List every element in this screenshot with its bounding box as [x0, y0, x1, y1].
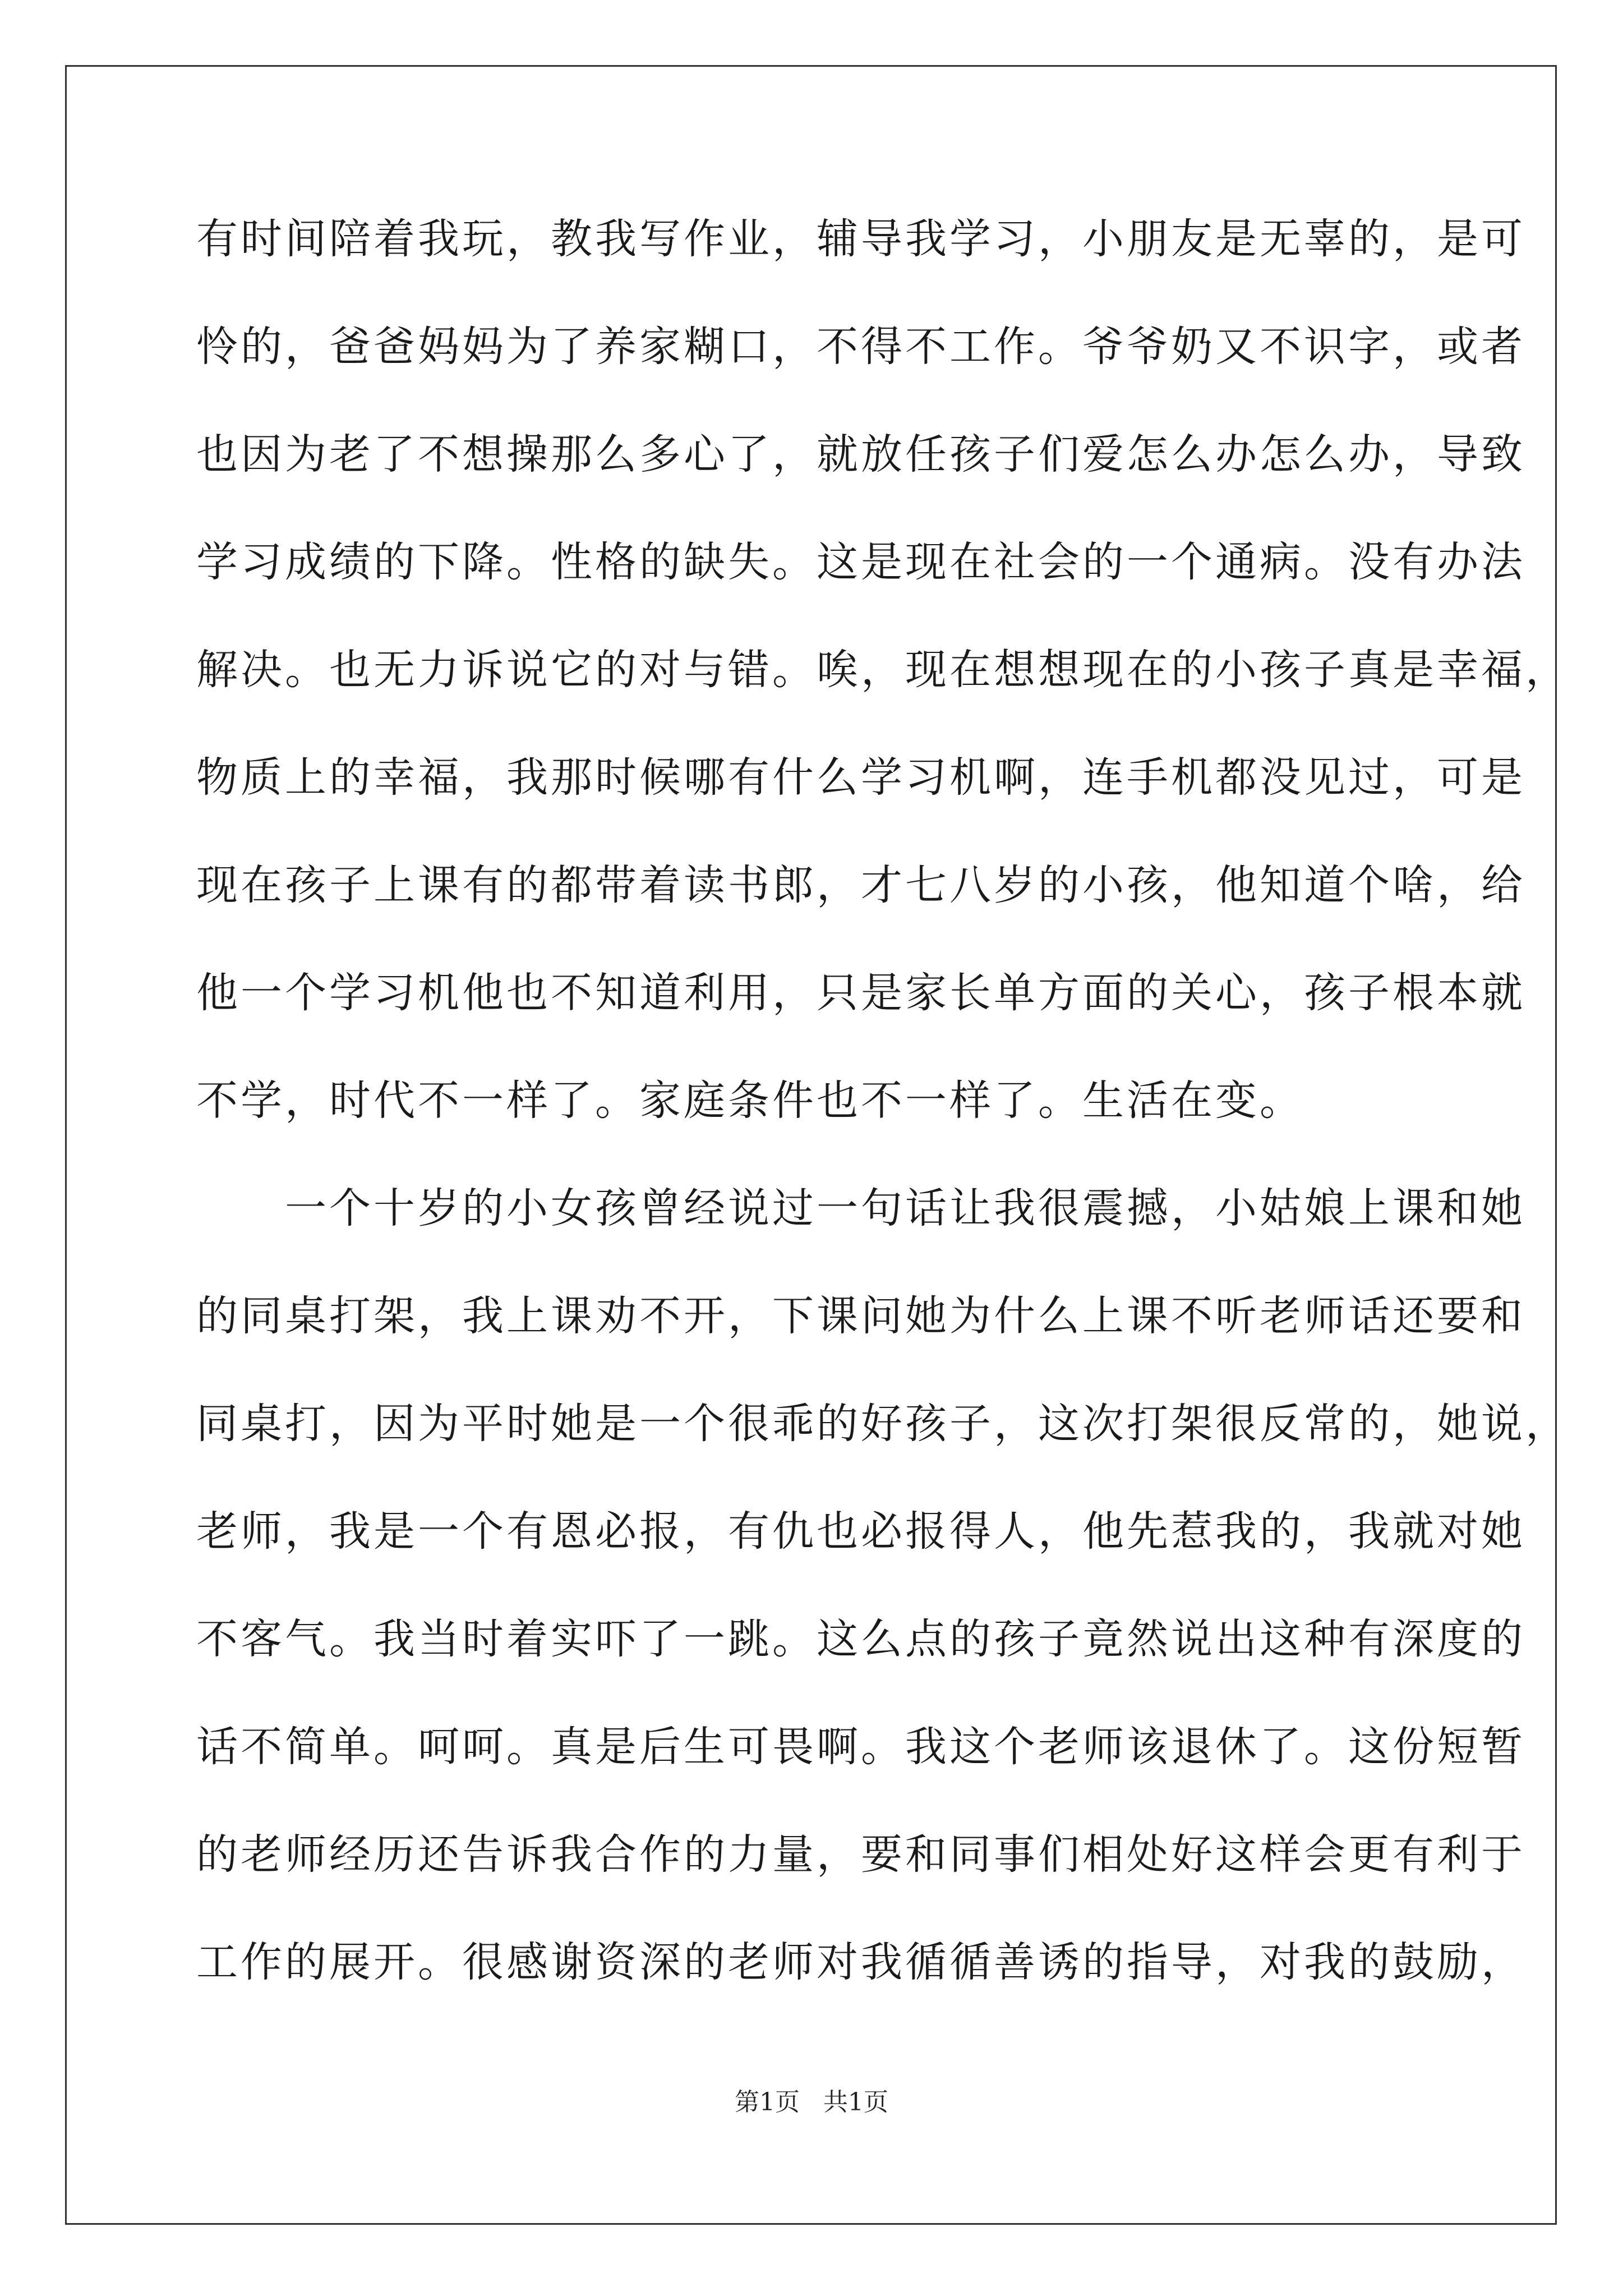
- text-line: 话不简单。呵呵。真是后生可畏啊。我这个老师该退休了。这份短暂: [196, 1723, 1525, 1771]
- text-line: 一个十岁的小女孩曾经说过一句话让我很震撼，小姑娘上课和她: [196, 1184, 1525, 1232]
- text-line: 学习成绩的下降。性格的缺失。这是现在社会的一个通病。没有办法: [196, 538, 1525, 586]
- text-line: 解决。也无力诉说它的对与错。唉，现在想想现在的小孩子真是幸福，: [196, 646, 1570, 694]
- text-line: 他一个学习机他也不知道利用，只是家长单方面的关心，孩子根本就: [196, 969, 1525, 1017]
- text-line: 现在孩子上课有的都带着读书郎，才七八岁的小孩，他知道个啥，给: [196, 861, 1525, 909]
- text-line: 同桌打，因为平时她是一个很乖的好孩子，这次打架很反常的，她说，: [196, 1400, 1570, 1448]
- text-line: 老师，我是一个有恩必报，有仇也必报得人，他先惹我的，我就对她: [196, 1507, 1525, 1556]
- document-body: [196, 209, 1570, 2040]
- text-line: 工作的展开。很感谢资深的老师对我循循善诱的指导，对我的鼓励，: [196, 1938, 1525, 1986]
- text-line: 怜的，爸爸妈妈为了养家糊口，不得不工作。爷爷奶又不识字，或者: [196, 323, 1525, 371]
- text-line: 的同桌打架，我上课劝不开，下课问她为什么上课不听老师话还要和: [196, 1292, 1525, 1340]
- text-line: 不客气。我当时着实吓了一跳。这么点的孩子竟然说出这种有深度的: [196, 1615, 1525, 1663]
- text-line: 有时间陪着我玩，教我写作业，辅导我学习，小朋友是无辜的，是可: [196, 215, 1525, 263]
- text-line: 也因为老了不想操那么多心了，就放任孩子们爱怎么办怎么办，导致: [196, 430, 1525, 478]
- page-footer: 第1页 共1页: [735, 2088, 888, 2116]
- text-line: 的老师经历还告诉我合作的力量，要和同事们相处好这样会更有利于: [196, 1830, 1525, 1879]
- text-line: 不学，时代不一样了。家庭条件也不一样了。生活在变。: [196, 1076, 1304, 1125]
- text-line: 物质上的幸福，我那时候哪有什么学习机啊，连手机都没见过，可是: [196, 753, 1525, 802]
